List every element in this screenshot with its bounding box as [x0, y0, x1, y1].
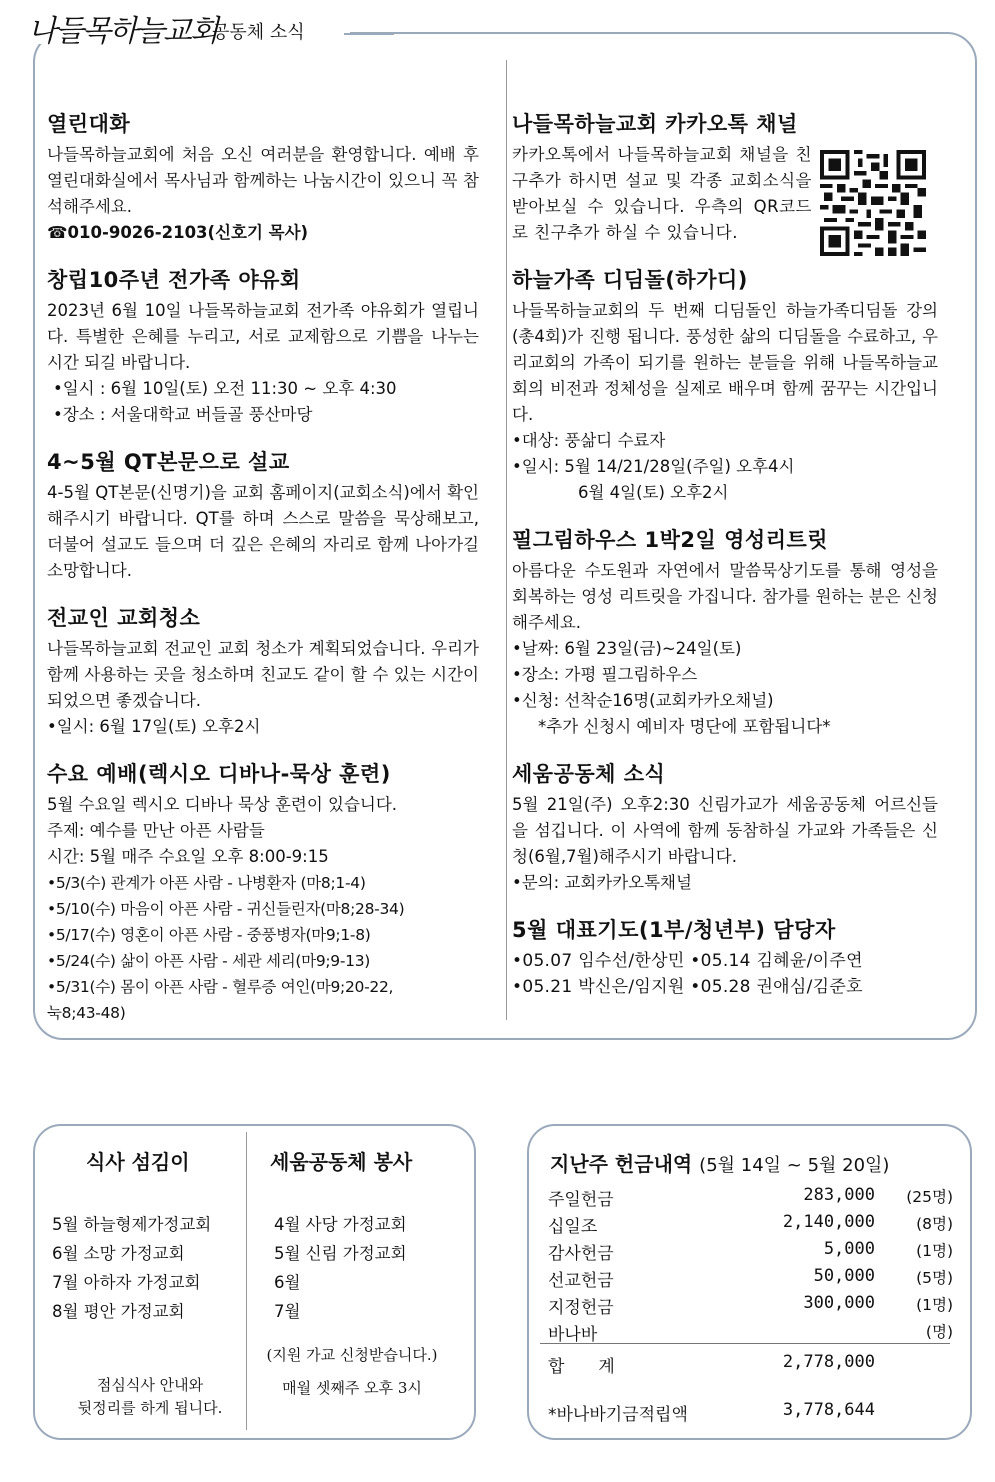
section-body: 2023년 6월 10일 나들목하늘교회 전가족 야유회가 열립니다. 특별한 은혜를 누리고, 서로 교제함으로 기쁨을 나누는 시간 되길 바랍니다.	[47, 301, 479, 372]
text-line: 주제: 예수를 만난 아픈 사람들	[47, 821, 265, 840]
section-title: 세움공동체 소식	[512, 762, 666, 786]
list-item: •장소: 가평 필그림하우스	[512, 665, 698, 684]
offering-name: 지정헌금	[548, 1298, 614, 1318]
meal-note	[60, 1374, 240, 1420]
total-amount: 2,778,000	[782, 1352, 875, 1372]
total-row	[548, 1352, 953, 1379]
list-item: 4월 사당 가정교회	[274, 1215, 407, 1234]
offering-amount: 50,000	[813, 1266, 875, 1286]
section-title: 필그림하우스 1박2일 영성리트릿	[512, 528, 829, 552]
section-title: 열린대화	[47, 112, 131, 136]
section-body: 나들목하늘교회 전교인 교회 청소가 계획되었습니다. 우리가 함께 사용하는 곳을 청소하며 친교도 같이 할 수 있는 시간이 되었으면 좋겠습니다.	[47, 639, 479, 710]
list-item: •대상: 풍삶디 수료자	[512, 431, 666, 450]
list-item: •5/31(수) 몸이 아픈 사람 - 혈루증 여인(마9;20-22,	[47, 978, 394, 996]
list-item: •일시 : 6월 10일(토) 오전 11:30 ~ 오후 4:30	[53, 379, 397, 398]
fund-label: *바나바기금적립액	[548, 1405, 688, 1425]
section-title: 5월 대표기도(1부/청년부) 담당자	[512, 918, 836, 942]
meal-list	[52, 1210, 211, 1326]
total-divider	[540, 1343, 950, 1344]
list-item: •일시: 6월 17일(토) 오후2시	[47, 717, 261, 736]
serve-list	[274, 1210, 407, 1326]
table-row	[548, 1212, 953, 1239]
list-item: •05.07 임수선/한상민 •05.14 김혜윤/이주연	[512, 951, 863, 971]
meal-title: 식사 섬김이	[86, 1150, 190, 1174]
offering-title-text: 지난주 헌금내역	[550, 1152, 693, 1176]
offering-count: (1명)	[916, 1242, 953, 1260]
contact-phone: ☎010-9026-2103(신호기 목사)	[47, 223, 309, 242]
section-title: 전교인 교회청소	[47, 606, 201, 630]
section-kakao-channel	[512, 110, 938, 246]
list-item: •5/17(수) 영혼이 아픈 사람 - 중풍병자(마9;1-8)	[47, 926, 371, 944]
offering-name: 십일조	[548, 1217, 598, 1237]
section-title: 나들목하늘교회 카카오톡 채널	[512, 112, 798, 136]
list-item: 7월	[274, 1302, 301, 1321]
offering-name: 주일헌금	[548, 1190, 614, 1210]
section-seum-community	[512, 760, 938, 896]
offering-name: 감사헌금	[548, 1244, 614, 1264]
section-qt-sermon	[47, 448, 479, 584]
section-title: 창립10주년 전가족 야유회	[47, 268, 301, 292]
list-item: •5/24(수) 삶이 아픈 사람 - 세관 세리(마9;9-13)	[47, 952, 371, 970]
section-body: 아름다운 수도원과 자연에서 말씀묵상기도를 통해 영성을 회복하는 영성 리트릿을 가집니다. 참가를 원하는 분은 신청해주세요.	[512, 561, 938, 632]
text-line: 5월 수요일 렉시오 디바나 묵상 훈련이 있습니다.	[47, 795, 398, 814]
offering-name: 바나바	[548, 1325, 598, 1345]
table-row	[548, 1293, 953, 1320]
total-label: 합 계	[548, 1357, 615, 1377]
section-pilgrim-retreat	[512, 526, 938, 740]
section-body: 나들목하늘교회에 처음 오신 여러분을 환영합니다. 예배 후 열린대화실에서 목사님과 함께하는 나눔시간이 있으니 꼭 참석해주세요.	[47, 145, 479, 216]
offering-count: (25명)	[906, 1188, 953, 1206]
list-item: 7월 아하자 가정교회	[52, 1273, 201, 1292]
list-item: •05.21 박신은/임지원 •05.28 권애심/김준호	[512, 977, 863, 997]
list-item: •5/3(수) 관계가 아픈 사람 - 나병환자 (마8;1-4)	[47, 874, 366, 892]
section-body: 5월 21일(주) 오후2:30 신림가교가 세움공동체 어르신들을 섬깁니다. 이 사역에 함께 동참하실 가교와 가족들은 신청(6월,7월)해주시기 바랍니다.	[512, 795, 938, 866]
table-row	[548, 1266, 953, 1293]
section-body: 나들목하늘교회의 두 번째 디딤돌인 하늘가족디딤돌 강의(총4회)가 진행 됩니다. 풍성한 삶의 디딤돌을 수료하고, 우리교회의 가족이 되기를 원하는 분들을 위해 나들목하늘교회의 비전과 정체성을 실제로 배우며 함께 꿈꾸는 시간입니다.	[512, 301, 938, 424]
page-title: 공동체 소식	[212, 22, 305, 43]
list-item: 5월 신림 가정교회	[274, 1244, 407, 1263]
section-church-cleaning	[47, 604, 479, 740]
qr-code-icon[interactable]	[820, 150, 926, 256]
list-item: •장소 : 서울대학교 버들골 풍산마당	[53, 405, 313, 424]
church-logo: 나들목하늘교회	[28, 14, 217, 49]
serve-note	[252, 1344, 452, 1400]
section-title: 4~5월 QT본문으로 설교	[47, 450, 290, 474]
service-box-divider	[246, 1132, 247, 1430]
offering-amount: 300,000	[803, 1293, 875, 1313]
list-item: •신청: 선착순16명(교회카카오채널)	[512, 691, 774, 710]
list-item: •5/10(수) 마음이 아픈 사람 - 귀신들린자(마8;28-34)	[47, 900, 405, 918]
text-line: 시간: 5월 매주 수요일 오후 8:00-9:15	[47, 847, 329, 866]
list-item: 6월	[274, 1273, 301, 1292]
offering-period: (5월 14일 ~ 5월 20일)	[699, 1155, 890, 1176]
section-wednesday-service	[47, 760, 479, 1026]
list-item: 눅8;43-48)	[47, 1004, 126, 1022]
section-body: 카카오톡에서 나들목하늘교회 채널을 친구추가 하시면 설교 및 각종 교회소식을 받아보실 수 있습니다. 우측의 QR코드로 친구추가 하실 수 있습니다.	[512, 145, 812, 242]
list-item: *추가 신청시 예비자 명단에 포함됩니다*	[538, 717, 831, 736]
offering-count: (8명)	[916, 1215, 953, 1233]
section-picnic	[47, 266, 479, 428]
fund-row	[548, 1400, 953, 1427]
offering-title	[550, 1148, 889, 1177]
offering-count: (5명)	[916, 1269, 953, 1287]
note-line: 매월 셋째주 오후 3시	[282, 1379, 422, 1397]
fund-amount: 3,778,644	[782, 1400, 875, 1420]
list-item: •문의: 교회카카오톡채널	[512, 873, 692, 892]
offering-amount: 5,000	[823, 1239, 875, 1259]
note-line: (지원 가교 신청받습니다.)	[266, 1346, 438, 1364]
section-title: 하늘가족 디딤돌(하가디)	[512, 268, 748, 292]
list-item: •일시: 5월 14/21/28일(주일) 오후4시	[512, 457, 795, 476]
list-item: 8월 평안 가정교회	[52, 1302, 185, 1321]
offering-amount: 283,000	[803, 1185, 875, 1205]
section-body: 4-5월 QT본문(신명기)을 교회 홈페이지(교회소식)에서 확인해주시기 바랍니다. QT를 하며 스스로 말씀을 묵상해보고, 더불어 설교도 들으며 더 깊은 은혜의 자리로 함께 나아가길 소망합니다.	[47, 483, 479, 580]
note-line: 점심식사 안내와	[96, 1376, 204, 1394]
table-row	[548, 1185, 953, 1212]
list-item: •날짜: 6월 23일(금)~24일(토)	[512, 639, 742, 658]
note-line: 뒷정리를 하게 됩니다.	[77, 1399, 223, 1417]
list-item: 6월 소망 가정교회	[52, 1244, 185, 1263]
section-title: 수요 예배(렉시오 디바나-묵상 훈련)	[47, 762, 391, 786]
serve-title: 세움공동체 봉사	[270, 1150, 413, 1174]
offering-name: 선교헌금	[548, 1271, 614, 1291]
offering-amount: 2,140,000	[782, 1212, 875, 1232]
section-open-talk	[47, 110, 479, 246]
section-prayer-duty	[512, 916, 938, 1000]
section-family-stepping-stone	[512, 266, 938, 506]
list-item: 6월 4일(토) 오후2시	[578, 483, 729, 502]
header-rule	[344, 33, 394, 35]
offering-count: (명)	[925, 1323, 953, 1341]
column-divider	[506, 60, 507, 1020]
table-row	[548, 1239, 953, 1266]
list-item: 5월 하늘형제가정교회	[52, 1215, 212, 1234]
offering-count: (1명)	[916, 1296, 953, 1314]
left-column	[47, 110, 479, 1046]
right-column	[512, 110, 938, 1020]
